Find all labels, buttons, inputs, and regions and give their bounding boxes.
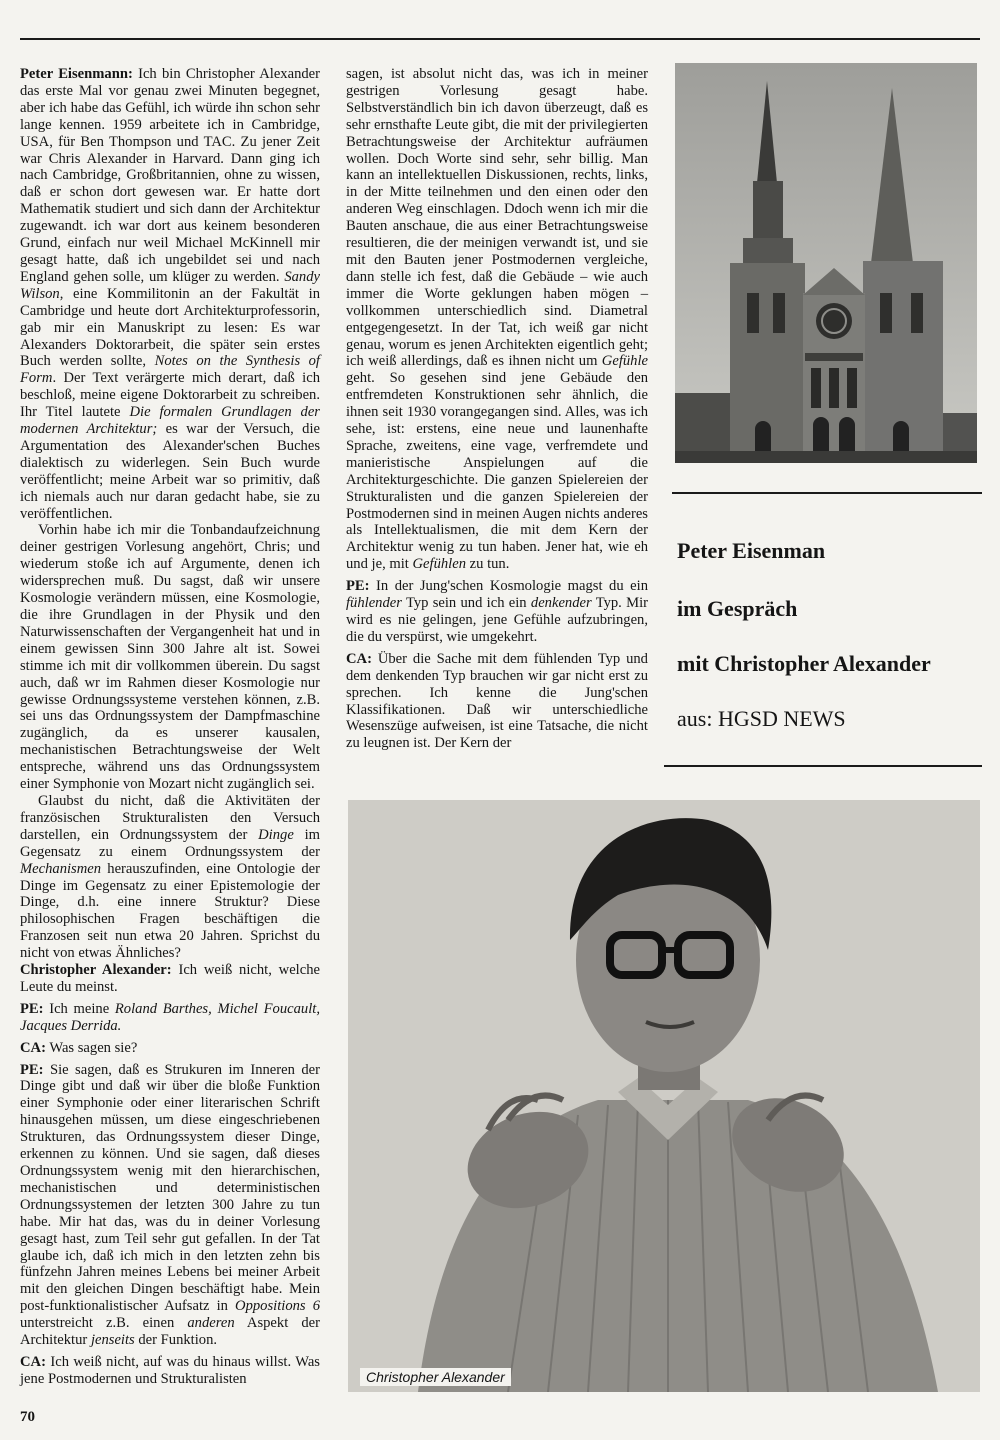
paragraph: PE: Ich meine Roland Barthes, Michel Foucault, Jacques Derrida. <box>20 1000 320 1034</box>
title-line-1: Peter Eisenman <box>677 538 826 563</box>
paragraph: PE: Sie sagen, daß es Strukuren im Inneren der Dinge gibt und daß wir über die bloße Funktion einer Symphonie oder einer literarischen Schrift hinausgehen müssen, um diese eingeschriebenen Strukturen, das Ordnungssystem dieser Dinge, erkennen zu können. Und sie sagen, daß dieses Ordnungssystem wenig mit den hierarchischen, mechanistischen und deterministischen Ordnungssystemen der letzten 300 Jahre zu tun habe. Mir hat das, was du in deiner Vorlesung gesagt hast, zum Teil sehr gut gefallen. In der Tat glaube ich, daß ich mich in den letzten zehn bis fünfzehn Jahren meines Lebens bei meiner Arbeit mit den gleichen Dingen beschäftigt habe. Mein post-funktionalistischer Aufsatz in Oppositions 6 unterstreicht z.B. einen anderen Aspekt der Architektur jenseits der Funktion. <box>20 1061 320 1349</box>
portrait-photo <box>348 800 980 1392</box>
column-2 <box>346 66 648 752</box>
paragraph: CA: Was sagen sie? <box>20 1039 138 1056</box>
portrait-caption: Christopher Alexander <box>360 1368 511 1386</box>
paragraph: Glaubst du nicht, daß die Aktivitäten der französischen Strukturalisten den Versuch darstellen, ein Ordnungssystem der Dinge im Gegensatz zu einem Ordnungssystem der Mechanismen herauszufinden, eine Ontologie der Dinge im Gegensatz zu einer Epistemologie der Dinge, d.h. eine innere Struktur? Diese philosophischen Fragen beschäftigen die Franzosen seit nun etwa 20 Jahren. Sprichst du nicht von etwas Ähnliches? <box>20 792 321 962</box>
top-rule-left <box>20 38 200 40</box>
top-rule-right <box>200 38 980 40</box>
title-line-3: mit Christopher Alexander <box>677 651 931 676</box>
cathedral-icon <box>675 63 977 463</box>
title-line-2: im Gespräch <box>677 596 798 621</box>
source-line: aus: HGSD NEWS <box>677 706 846 731</box>
page-number: 70 <box>20 1409 35 1425</box>
paragraph: sagen, ist absolut nicht das, was ich in meiner gestrigen Vorlesung gesagt habe. Selbstverständlich bin ich davon überzeugt, daß es sehr ernsthafte Leute gibt, die mit der privilegierten Betrachtungsweise der Architektur aufräumen wollen. Doch Worte sind sehr, sehr billig. Man kann an intellektuellen Diskussionen, rechts, links, in der Mitte teilnehmen und den einen oder den anderen Weg einschlagen. Ddoch wenn ich mir die Bauten anschaue, die aus einer Betrachtungsweise resultieren, die der meinigen verwandt ist, und sie mit den Bauten jener Postmodernen vergleiche, dann stelle ich fest, daß die Gebäude – wie auch immer die Worte geklungen haben mögen – vollkommen unterschiedlich sind. Diametral entgegengesetzt. In der Tat, ich weiß gar nicht genau, worum es jenen Architekten eigentlich geht; ich weiß allerdings, daß es ihnen nicht um Gefühle geht. So gesehen sind jene Gebäude den entfremdeten Konstruktionen sehr ähnlich, die ihnen seit 1930 vorangegangen sind. Alles, was ich sehe, ist: erstens, eine neue und launenhafte Sprache, zweitens, eine vage, verfremdete und manieristische Anspielungen auf die Architekturgeschichte. Die ganzen Spielereien der Strukturalisten und die ganzen Spielereien der Postmodernen sind in meinen Augen nichts anderes als Intellektualismen, die mit dem Kern der Architektur wenig zu tun haben. Jener hat, wie eh und je, mit Gefühlen zu tun. <box>346 66 648 573</box>
paragraph: CA: Über die Sache mit dem fühlenden Typ und dem denkenden Typ brauchen wir gar nicht erst zu sprechen. Ich kenne die Jung'schen Klassifikationen. Daß wir unterschiedliche Wesenszüge aufweisen, ist eine Tatsache, die nicht zu leugnen ist. Der Kern der <box>346 650 648 752</box>
cathedral-photo <box>675 63 977 463</box>
column-1 <box>20 66 320 1388</box>
paragraph: CA: Ich weiß nicht, auf was du hinaus willst. Was jene Postmodernen und Strukturalisten <box>20 1353 320 1387</box>
title-top-rule <box>672 492 982 494</box>
portrait-icon <box>348 800 980 1392</box>
paragraph: Peter Eisenmann: Ich bin Christopher Alexander das erste Mal vor genau zwei Minuten begegnet, aber ich habe das Gefühl, ich würde ihn schon sehr lange kennen. 1959 arbeitete ich in Cambridge, USA, für Ben Thompson und TAC. Zu jener Zeit war Chris Alexander in Harvard. Dann ging ich nach Cambridge, Großbritannien, ohne zu wissen, daß er schon dort gewesen war. Er hatte dort Mathematik studiert und sich dann der Architektur zugewandt. ich war dort aus keinem besonderen Grund, einfach nur weil Michael McKinnell mir gesagt hatte, daß ich ungebildet sei und nach England gehen solle, um klüger zu werden. Sandy Wilson, eine Kommilitonin an der Fakultät in Cambridge und heute dort Architekturprofessorin, gab mir ein Manuskript zu lesen: Es war Alexanders Doktorarbeit, die später sein erstes Buch werden sollte, Notes on the Synthesis of Form. Der Text verärgerte mich derart, daß ich beschloß, meine eigene Doktorarbeit zu schreiben. Ihr Titel lautete Die formalen Grundlagen der modernen Architektur; es war der Versuch, die Argumentation des Alexander'schen Buches dialektisch zu widerlegen. Sein Buch wurde veröffentlicht; meine Arbeit war so primitiv, daß ich niemals auch nur daran gedacht habe, sie zu veröffentlichen. <box>20 66 321 522</box>
paragraph: Vorhin habe ich mir die Tonbandaufzeichnung deiner gestrigen Vorlesung angehört, Chris; und wiederum stoße ich auf Argumente, denen ich widersprechen muß. Du sagst, daß wir unsere Kosmologie verändern müssen, eine Kosmologie, die ihre Grundlagen in der Physik und den Naturwissenschaften der Vergangenheit hat und in einem gewissen Sinn 300 Jahre alt ist. Sowei stimme ich mit dir vollkommen überein. Du sagst auch, daß wr im Rahmen dieser Kosmologie nur gewisse Ordnungssysteme verstehen können, z.B. sei uns das Ordnungssystem der Dampfmaschine zugänglich, da es unserer kausalen, mechanistischen Betrachtungsweise der Welt entspreche, während uns das Ordnungssystem einer Symphonie von Mozart nicht zugänglich sei. <box>20 522 320 793</box>
paragraph: PE: In der Jung'schen Kosmologie magst du ein fühlender Typ sein und ich ein denkender Typ. Mir wird es nie gelingen, jene Gefühle aufzubringen, die du verspürst, wie umgekehrt. <box>346 578 648 645</box>
title-bottom-rule <box>664 765 982 767</box>
paragraph: Christopher Alexander: Ich weiß nicht, welche Leute du meinst. <box>20 962 320 995</box>
